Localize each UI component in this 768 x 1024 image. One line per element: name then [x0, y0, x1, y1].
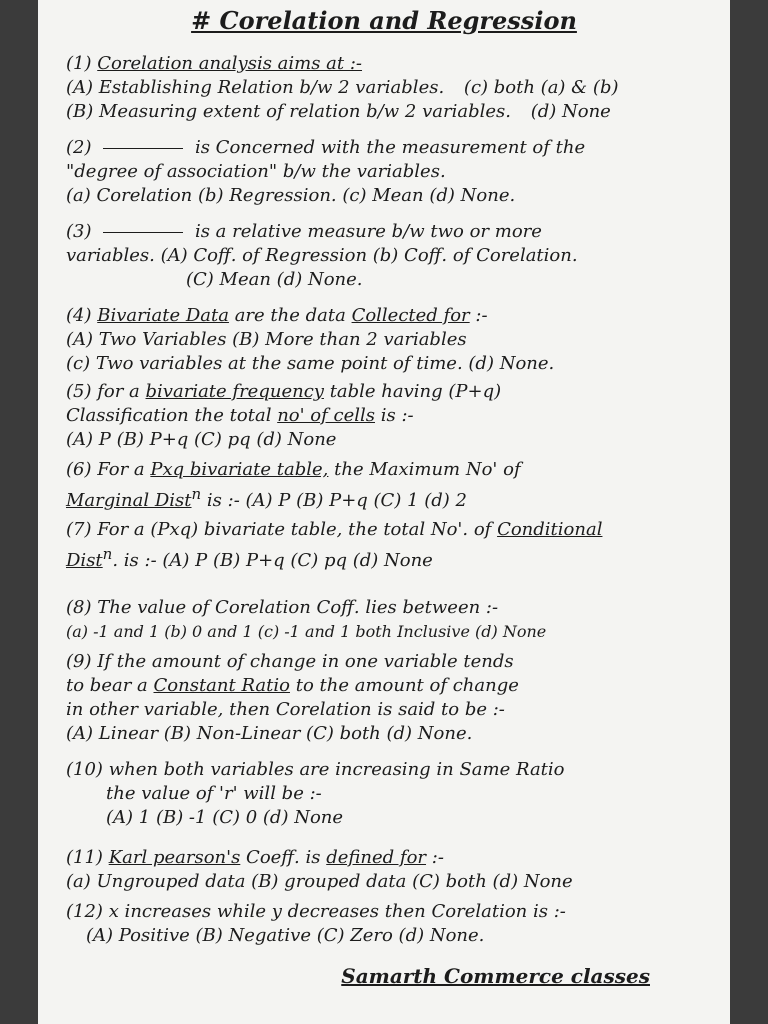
q1-number: (1)	[66, 53, 92, 74]
q10-stem-line-2: the value of 'r' will be :-	[106, 783, 322, 804]
q10-options: (A) 1 (B) -1 (C) 0 (d) None	[106, 807, 344, 828]
q5-stem2-b: no' of cells	[277, 405, 375, 426]
q9-stem2-b: Constant Ratio	[153, 675, 290, 696]
q3-stem: is a relative measure b/w two or more	[194, 221, 542, 242]
question-2	[66, 136, 716, 208]
q1-options-line-1	[66, 76, 716, 100]
q3-number: (3)	[66, 221, 92, 242]
q7-stem2-a: Dist	[66, 550, 103, 571]
q10-stem: when both variables are increasing in Same Ratio	[108, 759, 565, 780]
q3-stem-line-3: (C) Mean (d) None.	[186, 269, 363, 290]
q7-stem-a: For a (Pxq) bivariate table, the total No'. of	[97, 519, 492, 540]
q5-number: (5)	[66, 381, 92, 402]
q5-stem2-a: Classification the total	[66, 405, 272, 426]
q10-number: (10)	[66, 759, 103, 780]
q2-stem-line-2: "degree of association" b/w the variables.	[66, 161, 446, 182]
q11-number: (11)	[66, 847, 103, 868]
q12-number: (12)	[66, 901, 103, 922]
q2-options: (a) Corelation (b) Regression. (c) Mean (d) None.	[66, 185, 516, 206]
q9-stem2-c: to the amount of change	[295, 675, 519, 696]
page-title	[38, 6, 730, 35]
q9-stem-line-2	[66, 674, 716, 698]
q3-blank	[103, 232, 183, 233]
q7-stem2-b: . is :- (A) P (B) P+q (C) pq (d) None	[112, 550, 433, 571]
q5-stem2-c: is :-	[380, 405, 414, 426]
q4-options-line-2: (c) Two variables at the same point of time. (d) None.	[66, 353, 555, 374]
q1-option-d: (d) None	[530, 101, 611, 122]
q4-stem-c: Collected for	[351, 305, 470, 326]
question-1	[66, 52, 716, 124]
question-7	[66, 518, 716, 573]
question-3	[66, 220, 716, 292]
question-8	[66, 596, 716, 644]
q12-options: (A) Positive (B) Negative (C) Zero (d) None.	[86, 925, 485, 946]
q7-stem2-sup: n	[102, 545, 113, 563]
question-11	[66, 846, 716, 894]
page-title-text: # Corelation and Regression	[191, 6, 577, 35]
q12-stem: x increases while y decreases then Corelation is :-	[108, 901, 566, 922]
q1-option-c: (c) both (a) & (b)	[463, 77, 619, 98]
q2-blank	[103, 148, 183, 149]
q6-stem2-sup: n	[191, 485, 202, 503]
q4-stem-a: Bivariate Data	[97, 305, 229, 326]
q7-number: (7)	[66, 519, 92, 540]
q11-stem-a: Karl pearson's	[108, 847, 241, 868]
q12-stem-line	[66, 900, 716, 924]
q7-stem-line-2	[66, 542, 716, 573]
q4-stem-line	[66, 304, 716, 328]
q1-stem: Corelation analysis aims at :-	[97, 53, 363, 74]
q4-stem-b: are the data	[234, 305, 346, 326]
q6-stem-b: Pxq bivariate table,	[150, 459, 329, 480]
q8-stem: The value of Corelation Coff. lies between :-	[97, 597, 499, 618]
q9-options: (A) Linear (B) Non-Linear (C) both (d) None.	[66, 723, 473, 744]
q6-stem2-a: Marginal Dist	[66, 490, 192, 511]
q9-stem-line-3: in other variable, then Corelation is said to be :-	[66, 699, 505, 720]
q5-stem-c: table having (P+q)	[329, 381, 502, 402]
q9-stem: If the amount of change in one variable tends	[97, 651, 514, 672]
question-5	[66, 380, 716, 452]
notebook-page	[38, 0, 730, 1024]
q11-stem-d: :-	[431, 847, 444, 868]
q3-stem-line	[66, 220, 716, 244]
q6-stem2-b: is :- (A) P (B) P+q (C) 1 (d) 2	[206, 490, 467, 511]
q5-stem-line	[66, 380, 716, 404]
q9-stem-line	[66, 650, 716, 674]
q1-option-b: (B) Measuring extent of relation b/w 2 variables.	[66, 101, 511, 122]
q10-stem-line	[66, 758, 716, 782]
q4-options-line-1: (A) Two Variables (B) More than 2 variables	[66, 329, 467, 350]
q5-stem-a: for a	[97, 381, 140, 402]
q6-stem-c: the Maximum No' of	[334, 459, 521, 480]
q6-stem-a: For a	[97, 459, 145, 480]
q9-stem2-a: to bear a	[66, 675, 148, 696]
q2-stem-line	[66, 136, 716, 160]
q2-number: (2)	[66, 137, 92, 158]
question-10	[66, 758, 716, 830]
q8-stem-line	[66, 596, 716, 620]
q3-stem-line-2: variables. (A) Coff. of Regression (b) Coff. of Corelation.	[66, 245, 578, 266]
question-6	[66, 458, 716, 513]
q7-stem-b: Conditional	[497, 519, 603, 540]
q8-options: (a) -1 and 1 (b) 0 and 1 (c) -1 and 1 both Inclusive (d) None	[66, 622, 547, 641]
q7-stem-line	[66, 518, 716, 542]
q1-option-a: (A) Establishing Relation b/w 2 variables.	[66, 77, 445, 98]
q11-stem-line	[66, 846, 716, 870]
question-12	[66, 900, 716, 948]
q4-number: (4)	[66, 305, 92, 326]
signature: Samarth Commerce classes	[341, 964, 650, 988]
q8-number: (8)	[66, 597, 92, 618]
question-9	[66, 650, 716, 746]
q6-number: (6)	[66, 459, 92, 480]
q1-stem-line	[66, 52, 716, 76]
q11-stem-c: defined for	[326, 847, 427, 868]
q4-stem-d: :-	[475, 305, 488, 326]
question-4	[66, 304, 716, 376]
q5-stem-b: bivariate frequency	[145, 381, 324, 402]
q2-stem: is Concerned with the measurement of the	[194, 137, 586, 158]
q6-stem-line	[66, 458, 716, 482]
q9-number: (9)	[66, 651, 92, 672]
q11-options: (a) Ungrouped data (B) grouped data (C) both (d) None	[66, 871, 573, 892]
q5-options: (A) P (B) P+q (C) pq (d) None	[66, 429, 337, 450]
q6-stem-line-2	[66, 482, 716, 513]
q1-options-line-2	[66, 100, 716, 124]
q5-stem-line-2	[66, 404, 716, 428]
q11-stem-b: Coeff. is	[246, 847, 321, 868]
